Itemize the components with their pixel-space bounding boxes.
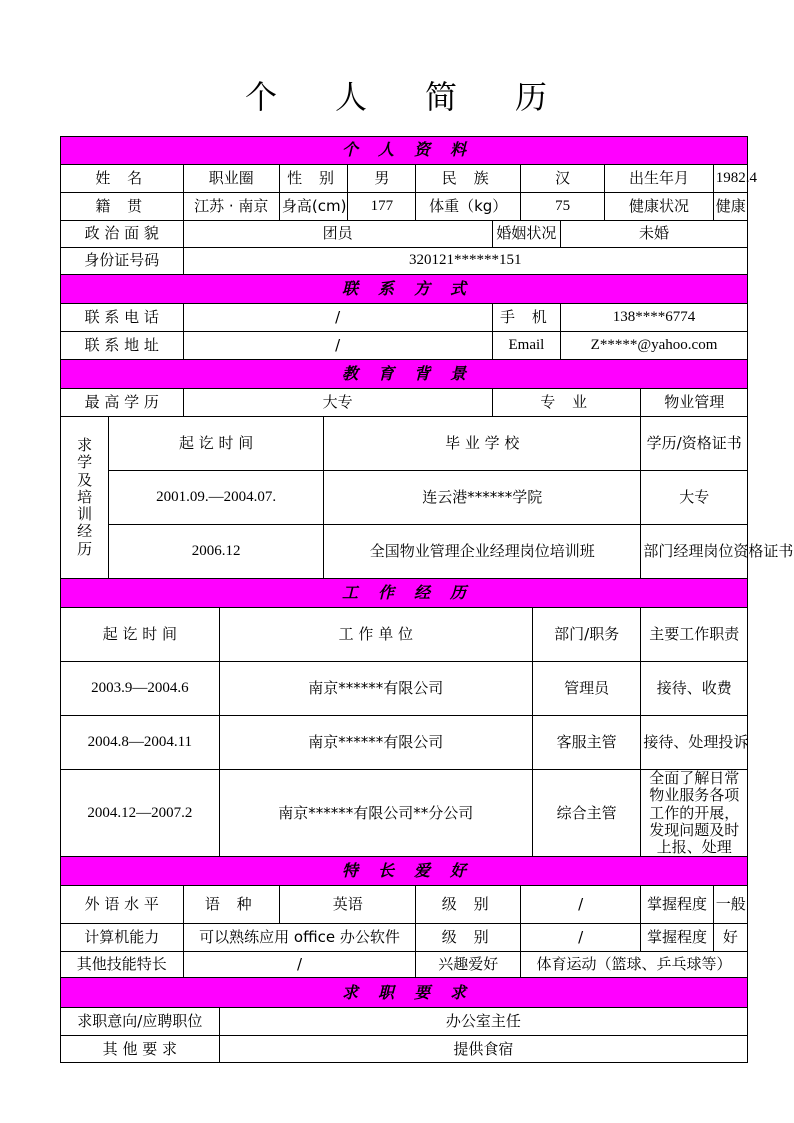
- section-education: [61, 360, 748, 389]
- lang-mastery: 一般: [713, 886, 747, 924]
- table-row: [61, 304, 748, 332]
- section-title: 个 人 资 料: [61, 137, 748, 165]
- work-header-company: 工 作 单 位: [219, 608, 532, 662]
- work-position: 管理员: [532, 662, 640, 716]
- lang-label: 外 语 水 平: [61, 886, 184, 924]
- comp-mastery: 好: [713, 924, 747, 952]
- work-duty: 接待、处理投诉: [641, 716, 748, 770]
- edu-school: 全国物业管理企业经理岗位培训班: [324, 525, 641, 579]
- mobile-value: 138****6774: [561, 304, 748, 332]
- work-company: 南京******有限公司: [219, 662, 532, 716]
- work-company: 南京******有限公司: [219, 716, 532, 770]
- ethnicity-value: 汉: [520, 165, 604, 193]
- work-header-position: 部门/职务: [532, 608, 640, 662]
- weight-value: 75: [520, 193, 604, 221]
- work-duty: 接待、收费: [641, 662, 748, 716]
- lang-kind: 英语: [279, 886, 416, 924]
- table-row: [61, 608, 748, 662]
- edu-cert: 部门经理岗位资格证书: [641, 525, 748, 579]
- other-skill-value: /: [183, 952, 416, 978]
- lang-mastery-label: 掌握程度: [641, 886, 713, 924]
- section-title: 特 长 爱 好: [61, 857, 748, 886]
- health-value: 健康: [713, 193, 747, 221]
- mobile-label: 手 机: [492, 304, 560, 332]
- email-value: Z*****@yahoo.com: [561, 332, 748, 360]
- table-row: [61, 924, 748, 952]
- work-period: 2004.8—2004.11: [61, 716, 220, 770]
- table-row: [61, 662, 748, 716]
- table-row: [61, 193, 748, 221]
- native-label: 籍 贯: [61, 193, 184, 221]
- table-row: [61, 716, 748, 770]
- name-value: 职业圈: [183, 165, 279, 193]
- work-company: 南京******有限公司**分公司: [219, 770, 532, 857]
- comp-level-label: 级 别: [416, 924, 520, 952]
- height-value: 177: [348, 193, 416, 221]
- table-row: [61, 770, 748, 857]
- height-label: 身高(cm): [279, 193, 347, 221]
- section-work: [61, 579, 748, 608]
- section-personal: [61, 137, 748, 165]
- edu-period: 2001.09.—2004.07.: [109, 471, 324, 525]
- table-row: [61, 417, 748, 471]
- email-label: Email: [492, 332, 560, 360]
- gender-value: 男: [348, 165, 416, 193]
- section-contact: [61, 275, 748, 304]
- computer-value: 可以熟练应用 office 办公软件: [183, 924, 416, 952]
- edu-cert: 大专: [641, 471, 748, 525]
- major-label: 专 业: [492, 389, 641, 417]
- table-row: [61, 1036, 748, 1063]
- page-title: 个 人 简 历: [244, 78, 550, 116]
- resume-table: [60, 136, 794, 1063]
- id-value: 320121******151: [183, 248, 747, 275]
- ethnicity-label: 民 族: [416, 165, 520, 193]
- address-value: /: [183, 332, 492, 360]
- birth-value: 1982.4: [713, 165, 747, 193]
- edu-header-school: 毕 业 学 校: [324, 417, 641, 471]
- section-title: 教 育 背 景: [61, 360, 748, 389]
- section-title: 求 职 要 求: [61, 978, 748, 1008]
- table-row: [61, 389, 748, 417]
- work-header-period: 起 讫 时 间: [61, 608, 220, 662]
- work-period: 2003.9—2004.6: [61, 662, 220, 716]
- comp-mastery-label: 掌握程度: [641, 924, 713, 952]
- work-duty: 全面了解日常物业服务各项工作的开展，发现问题及时上报、处理: [641, 770, 748, 857]
- table-row: [61, 1008, 748, 1036]
- section-title: 联 系 方 式: [61, 275, 748, 304]
- section-job: [61, 978, 748, 1008]
- table-row: [61, 165, 748, 193]
- marital-value: 未婚: [561, 221, 748, 248]
- hobby-value: 体育运动（篮球、乒乓球等）: [520, 952, 747, 978]
- work-position: 客服主管: [532, 716, 640, 770]
- name-label: 姓 名: [61, 165, 184, 193]
- work-period: 2004.12—2007.2: [61, 770, 220, 857]
- edu-header-period: 起 讫 时 间: [109, 417, 324, 471]
- weight-label: 体重（kg）: [416, 193, 520, 221]
- work-position: 综合主管: [532, 770, 640, 857]
- native-value: 江苏 · 南京: [183, 193, 279, 221]
- intent-value: 办公室主任: [219, 1008, 747, 1036]
- table-row: [61, 332, 748, 360]
- birth-label: 出生年月: [605, 165, 713, 193]
- table-row: [61, 248, 748, 275]
- health-label: 健康状况: [605, 193, 713, 221]
- comp-level: /: [520, 924, 641, 952]
- section-skills: [61, 857, 748, 886]
- hobby-label: 兴趣爱好: [416, 952, 520, 978]
- intent-label: 求职意向/应聘职位: [61, 1008, 220, 1036]
- major-value: 物业管理: [641, 389, 748, 417]
- lang-kind-label: 语 种: [183, 886, 279, 924]
- marital-label: 婚姻状况: [492, 221, 560, 248]
- edu-header-cert: 学历/资格证书: [641, 417, 748, 471]
- lang-level-label: 级 别: [416, 886, 520, 924]
- political-label: 政 治 面 貌: [61, 221, 184, 248]
- gender-label: 性 别: [279, 165, 347, 193]
- edu-school: 连云港******学院: [324, 471, 641, 525]
- phone-value: /: [183, 304, 492, 332]
- other-skill-label: 其他技能特长: [61, 952, 184, 978]
- address-label: 联 系 地 址: [61, 332, 184, 360]
- phone-label: 联 系 电 话: [61, 304, 184, 332]
- table-row: [61, 471, 748, 525]
- table-row: [61, 221, 748, 248]
- table-row: [61, 886, 748, 924]
- work-header-duty: 主要工作职责: [641, 608, 748, 662]
- section-title: 工 作 经 历: [61, 579, 748, 608]
- political-value: 团员: [183, 221, 492, 248]
- job-other-label: 其 他 要 求: [61, 1036, 220, 1063]
- lang-level: /: [520, 886, 641, 924]
- job-other-value: 提供食宿: [219, 1036, 747, 1063]
- id-label: 身份证号码: [61, 248, 184, 275]
- table-row: [61, 525, 748, 579]
- table-row: [61, 952, 748, 978]
- computer-label: 计算机能力: [61, 924, 184, 952]
- degree-label: 最 高 学 历: [61, 389, 184, 417]
- degree-value: 大专: [183, 389, 492, 417]
- education-history-label: 求 学 及 培 训 经 历: [61, 417, 109, 579]
- edu-period: 2006.12: [109, 525, 324, 579]
